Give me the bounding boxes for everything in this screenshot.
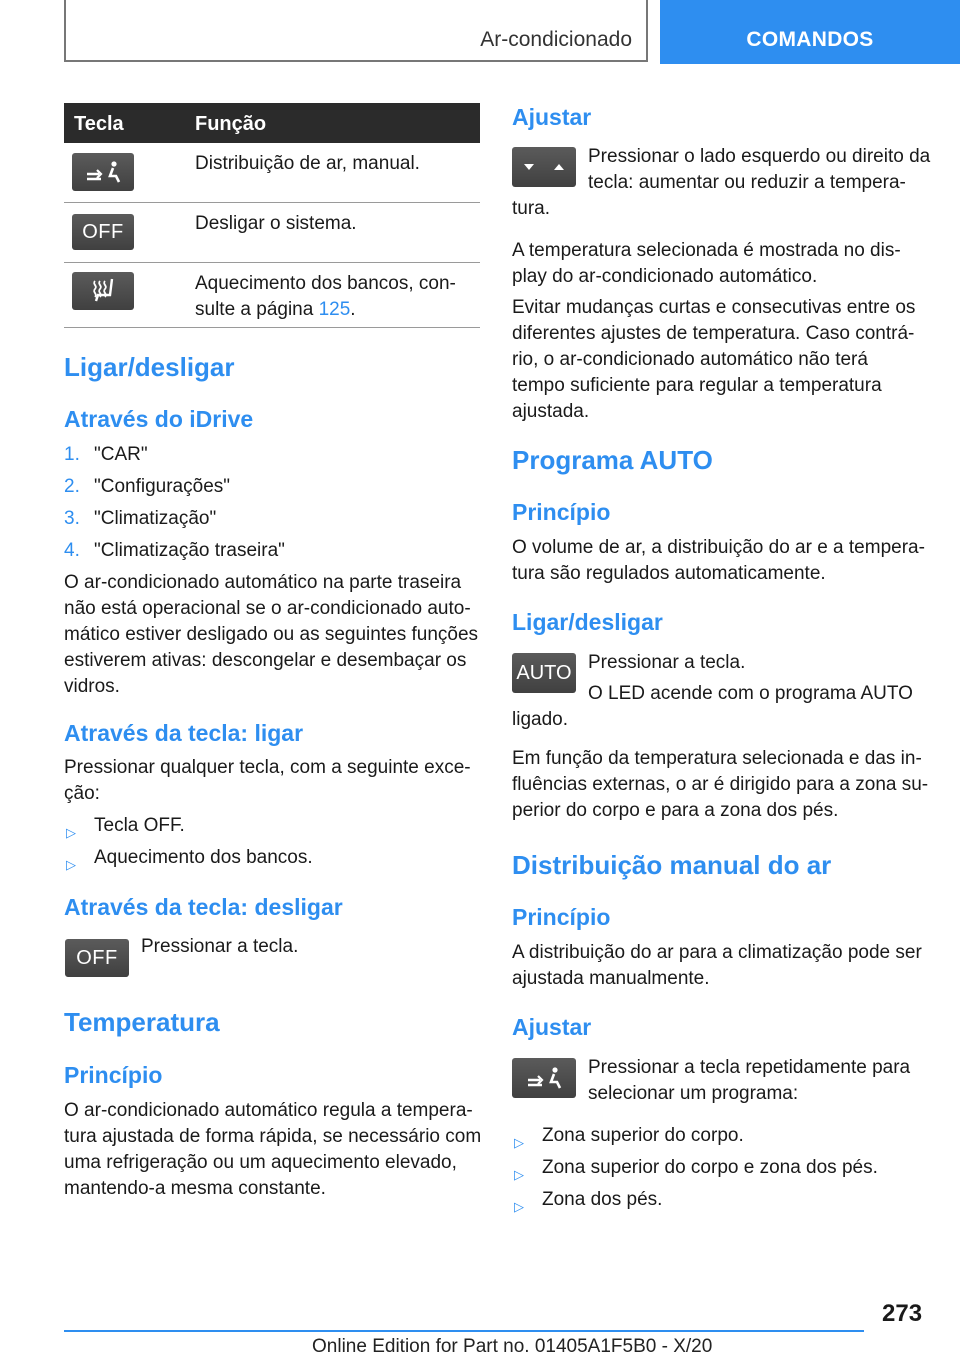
air-distribution-icon — [512, 1058, 576, 1098]
auto-key-icon: AUTO — [512, 653, 576, 693]
footer-divider — [64, 1330, 864, 1332]
manual-adjust-line1: Pressionar a tecla repetidamente para — [588, 1057, 911, 1078]
table-header-key: Tecla — [74, 113, 124, 135]
adjust-text-line1: Pressionar o lado esquerdo ou direito da — [588, 146, 931, 167]
heading-auto-program: Programa AUTO — [512, 445, 713, 475]
function-line1: Aquecimento dos bancos, con- — [195, 273, 456, 294]
auto-led-line1: O LED acende com o programa AUTO — [588, 683, 913, 704]
table-row — [64, 263, 480, 328]
display-text: A temperatura selecionada é mostrada no dis- play do ar-condicionado automático. — [512, 240, 901, 287]
header-section-box — [64, 0, 648, 62]
table-function-text — [195, 271, 456, 323]
idrive-note: O ar-condicionado automático na parte traseira não está operacional se o ar-condicionado auto- mático estiver desligado ou as seguintes funções estiverem ativas: descongelar e desembaçar os vidros. — [64, 572, 479, 697]
triangle-bullet-icon: ▷ — [514, 1135, 524, 1150]
table-function-text: Distribuição de ar, manual. — [195, 153, 420, 174]
triangle-bullet-icon: ▷ — [514, 1199, 524, 1214]
off-key-icon: OFF — [65, 939, 129, 977]
heading-key-off: Através da tecla: desligar — [64, 894, 343, 920]
heading-auto-principle: Princípio — [512, 499, 611, 525]
triangle-bullet-icon: ▷ — [66, 857, 76, 872]
manual-adjust-line2: selecionar um programa: — [588, 1083, 799, 1104]
manual-principle-text: A distribuição do ar para a climatização pode ser ajustada manualmente. — [512, 942, 922, 989]
footer-edition: Online Edition for Part no. 01405A1F5B0 - X/20 — [312, 1336, 713, 1357]
temperature-rocker-icon — [512, 147, 576, 187]
heading-temperature: Temperatura — [64, 1007, 220, 1037]
heading-manual-adjust: Ajustar — [512, 1014, 592, 1040]
heading-manual-principle: Princípio — [512, 904, 611, 930]
key-on-text: Pressionar qualquer tecla, com a seguinte exce- ção: — [64, 757, 471, 804]
table-row — [64, 143, 480, 203]
table-function-text: Desligar o sistema. — [195, 213, 357, 234]
heading-auto-on-off: Ligar/desligar — [512, 609, 663, 635]
page-number: 273 — [882, 1300, 923, 1327]
table-header-function: Função — [195, 113, 267, 135]
triangle-bullet-icon: ▷ — [66, 825, 76, 840]
heading-via-idrive: Através do iDrive — [64, 406, 254, 432]
function-end: . — [350, 299, 356, 320]
auto-press-text: Pressionar a tecla. — [588, 652, 746, 673]
header-chapter-title: COMANDOS — [746, 28, 874, 51]
air-distribution-icon — [72, 153, 134, 191]
function-line2: sulte a página — [195, 299, 319, 320]
table-header — [64, 103, 480, 143]
avoid-text: Evitar mudanças curtas e consecutivas entre os diferentes ajustes de temperatura. Caso contrá- rio, o ar-condicionado automático não terá tempo suficiente para regular a temperatura ajustada. — [512, 297, 916, 422]
header-chapter-tab — [660, 0, 960, 64]
adjust-text-line2: tecla: aumentar ou reduzir a tempera- — [588, 172, 906, 193]
heading-on-off: Ligar/desligar — [64, 352, 235, 382]
seat-heating-icon — [72, 272, 134, 310]
heading-adjust: Ajustar — [512, 104, 592, 130]
key-function-table — [64, 103, 480, 143]
page-link[interactable]: 125 — [318, 299, 351, 320]
off-key-icon: OFF — [72, 214, 134, 250]
auto-principle-text: O volume de ar, a distribuição do ar e a tempera- tura são regulados automaticamente. — [512, 537, 925, 584]
header-section-title: Ar-condicionado — [480, 28, 632, 51]
key-off-text: Pressionar a tecla. — [141, 936, 299, 957]
heading-principle: Princípio — [64, 1062, 163, 1088]
principle-text: O ar-condicionado automático regula a tempera- tura ajustada de forma rápida, se necessário com uma refrigeração ou um aquecimento elevado, mantendo-a mesma constante. — [64, 1100, 482, 1199]
adjust-text-line3: tura. — [512, 198, 551, 219]
heading-manual-distribution: Distribuição manual do ar — [512, 850, 832, 880]
heading-key-on: Através da tecla: ligar — [64, 720, 304, 746]
triangle-bullet-icon: ▷ — [514, 1167, 524, 1182]
table-row — [64, 203, 480, 263]
auto-effect-text: Em função da temperatura selecionada e das in- fluências externas, o ar é dirigido para a zona su- perior do corpo e para a zona dos pés. — [512, 748, 929, 821]
auto-led-line2: ligado. — [512, 709, 568, 730]
